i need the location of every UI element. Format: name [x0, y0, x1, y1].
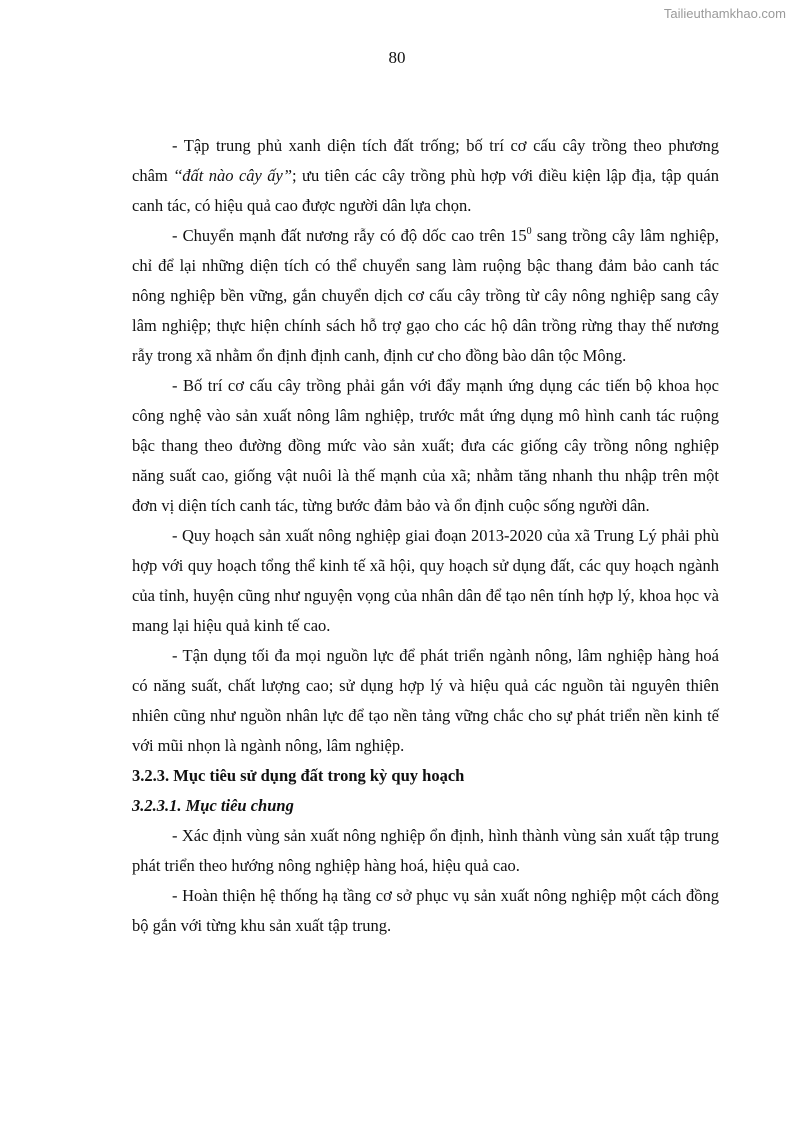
- paragraph-text: - Tập trung phủ xanh diện tích đất trống; bố trí cơ cấu cây trồng theo phương châm: [132, 136, 719, 185]
- degree-superscript: 0: [526, 226, 532, 237]
- paragraph-text: sang trồng cây lâm nghiệp, chỉ để lại những diện tích có thể chuyển sang làm ruộng bậc thang đảm bảo canh tác nông nghiệp bền vững, gắn chuyển dịch cơ cấu cây trồng từ cây nông nghiệp sang cây lâm nghiệp; thực hiện chính sách hỗ trợ gạo cho các hộ dân trồng rừng thay thế nương rẫy trong xã nhằm ổn định định canh, định cư cho đồng bào dân tộc Mông.: [132, 226, 720, 365]
- subsection-heading: 3.2.3.1. Mục tiêu chung: [132, 796, 294, 815]
- watermark: Tailieuthamkhao.com: [663, 6, 786, 21]
- paragraph-technology: - Bố trí cơ cấu cây trồng phải gắn với đẩy mạnh ứng dụng các tiến bộ khoa học công nghệ vào sản xuất nông lâm nghiệp, trước mắt ứng dụng mô hình canh tác ruộng bậc thang theo đường đồng mức vào sản xuất; đưa các giống cây trồng nông nghiệp năng suất cao, giống vật nuôi là thế mạnh của xã; nhằm tăng nhanh thu nhập trên một đơn vị diện tích canh tác, từng bước đảm bảo và ổn định cuộc sống người dân.: [132, 376, 719, 515]
- paragraph-text: ; ưu tiên các cây trồng phù hợp với điều kiện lập địa, tập quán canh tác, có hiệu quả cao được người dân lựa chọn.: [132, 166, 719, 215]
- paragraph-planning: - Quy hoạch sản xuất nông nghiệp giai đoạn 2013-2020 của xã Trung Lý phải phù hợp với quy hoạch tổng thể kinh tế xã hội, quy hoạch sử dụng đất, các quy hoạch ngành của tỉnh, huyện cũng như nguyện vọng của nhân dân để tạo nên tính hợp lý, khoa học và mang lại hiệu quả kinh tế cao.: [132, 526, 719, 635]
- document-body: [132, 131, 719, 941]
- paragraph-text: - Chuyển mạnh đất nương rẫy có độ dốc cao trên 15: [172, 226, 527, 245]
- emphasis-text: ‘‘đất nào cây ấy”: [173, 166, 293, 185]
- paragraph-resources: - Tận dụng tối đa mọi nguồn lực để phát triển ngành nông, lâm nghiệp hàng hoá có năng suất, chất lượng cao; sử dụng hợp lý và hiệu quả các nguồn tài nguyên thiên nhiên cũng như nguồn nhân lực để tạo nền tảng vững chắc cho sự phát triển nền kinh tế với mũi nhọn là ngành nông, lâm nghiệp.: [132, 646, 719, 755]
- paragraph-slope-conversion: [132, 221, 719, 371]
- paragraph-land-cover: [132, 131, 719, 221]
- page-number: 80: [388, 48, 406, 67]
- paragraph-infrastructure: - Hoàn thiện hệ thống hạ tầng cơ sở phục vụ sản xuất nông nghiệp một cách đồng bộ gắn với từng khu sản xuất tập trung.: [132, 886, 719, 935]
- paragraph-production-zone: - Xác định vùng sản xuất nông nghiệp ổn định, hình thành vùng sản xuất tập trung phát triển theo hướng nông nghiệp hàng hoá, hiệu quả cao.: [132, 826, 719, 875]
- section-heading: 3.2.3. Mục tiêu sử dụng đất trong kỳ quy hoạch: [132, 766, 465, 785]
